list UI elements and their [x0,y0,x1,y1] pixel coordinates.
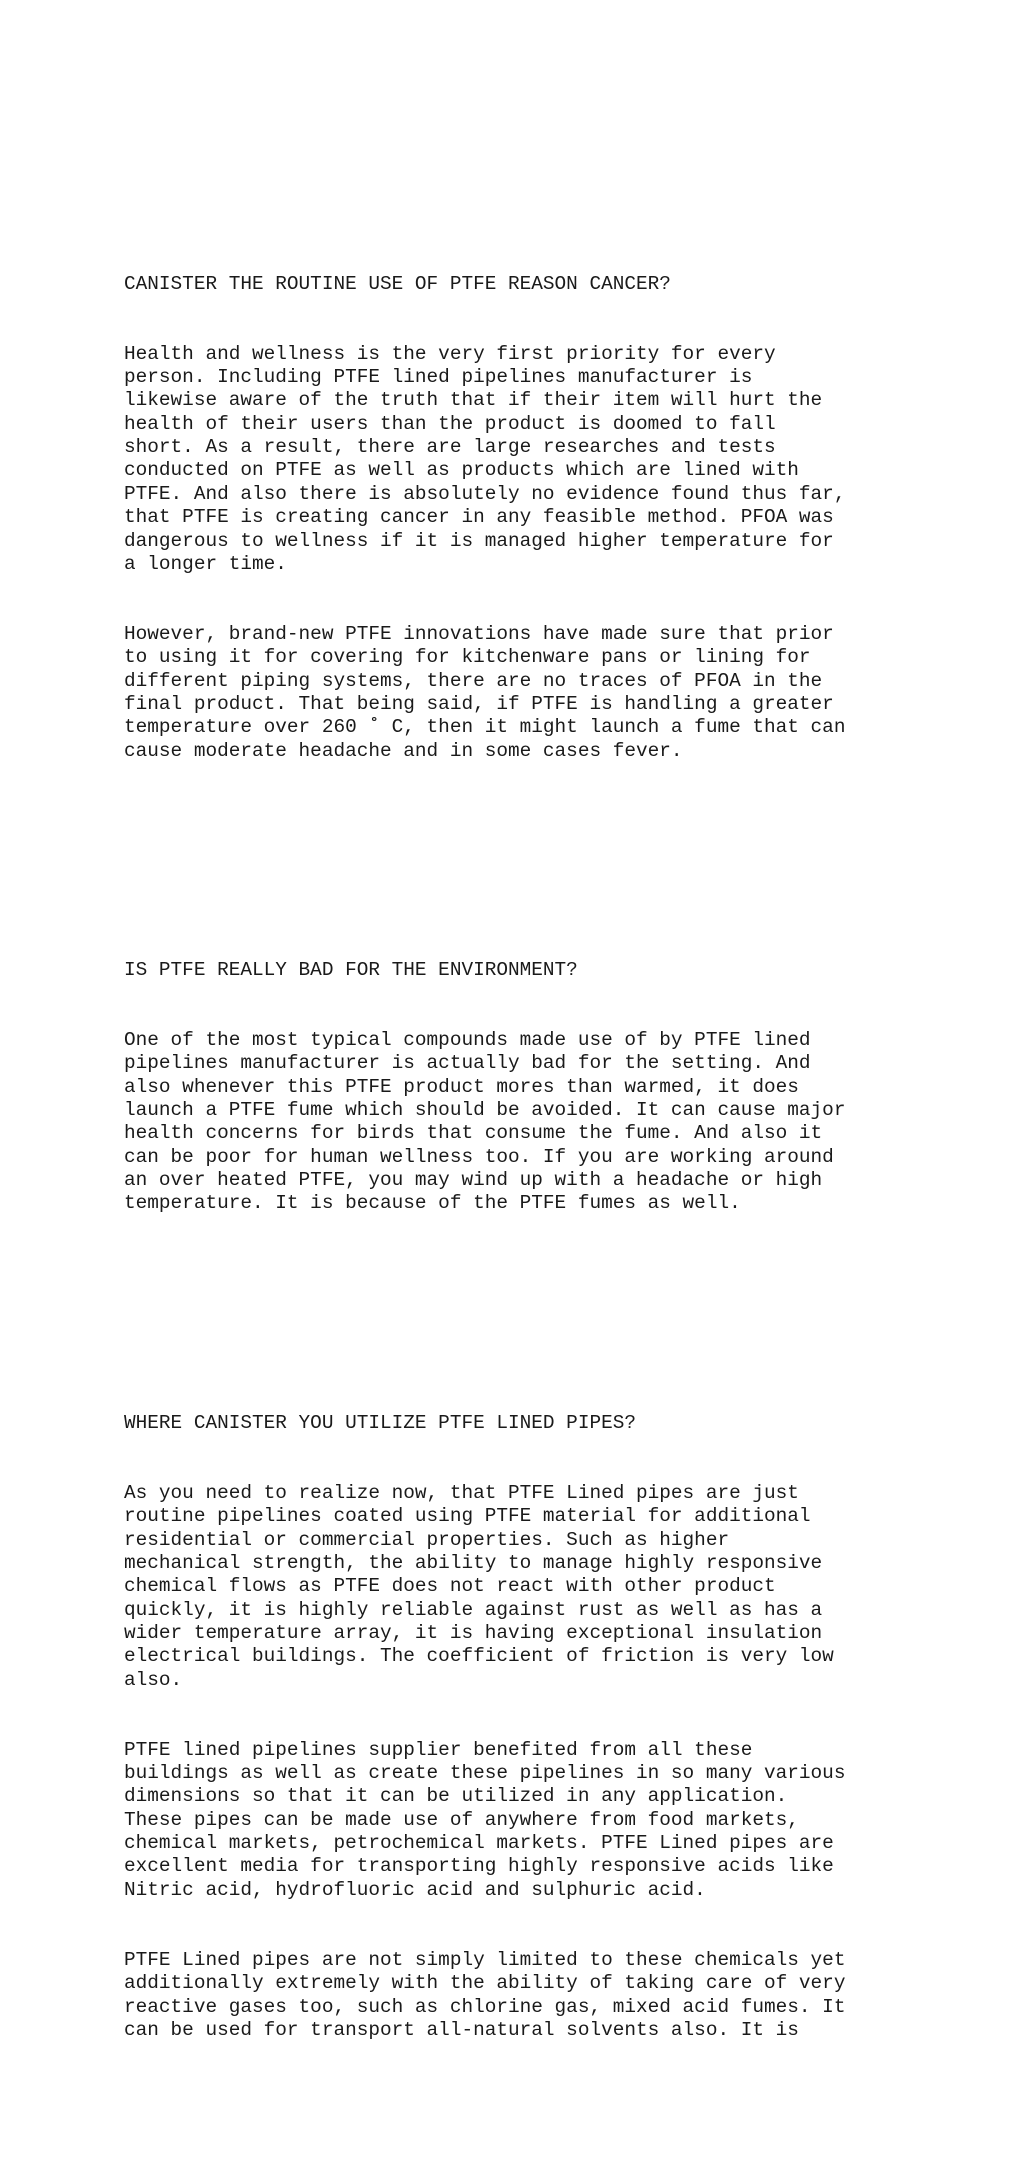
section-ptfe-environment [124,912,1004,1262]
section-paragraph: PTFE lined pipelines supplier benefited from all these buildings as well as create these pipelines in so many various dimensions so that it can be utilized in any application. These pipes can be made use of anywhere from food markets, chemical markets, petrochemical markets. PTFE Lined pipes are excellent media for transporting highly responsive acids like Nitric acid, hydrofluoric acid and sulphuric acid. [124,1738,846,1901]
section-paragraph: As you need to realize now, that PTFE Lined pipes are just routine pipelines coated using PTFE material for additional residential or commercial properties. Such as higher mechanical strength, the ability to manage highly responsive chemical flows as PTFE does not react with other product quickly, it is highly reliable against rust as well as has a wider temperature array, it is having exceptional insulation electrical buildings. The coefficient of friction is very low also. [124,1481,834,1691]
section-heading: WHERE CANISTER YOU UTILIZE PTFE LINED PIPES? [124,1411,636,1434]
section-paragraph: PTFE Lined pipes are not simply limited to these chemicals yet additionally extremely with the ability of taking care of very reactive gases too, such as chlorine gas, mixed acid fumes. It can be used for transport all-natural solvents also. It is [124,1948,846,2041]
section-paragraph: Health and wellness is the very first priority for every person. Including PTFE lined pipelines manufacturer is likewise aware of the truth that if their item will hurt the health of their users than the product is doomed to fall short. As a result, there are large researches and tests conducted on PTFE as well as products which are lined with PTFE. And also there is absolutely no evidence found thus far, that PTFE is creating cancer in any feasible method. PFOA was dangerous to wellness if it is managed higher temperature for a longer time. [124,342,846,575]
section-heading: IS PTFE REALLY BAD FOR THE ENVIRONMENT? [124,959,578,982]
section-paragraph: However, brand-new PTFE innovations have made sure that prior to using it for covering for kitchenware pans or lining for different piping systems, there are no traces of PFOA in the final product. That being said, if PTFE is handling a greater temperature over 260 ˚ C, then it might launch a fume that can cause moderate headache and in some cases fever. [124,622,846,762]
document-body [124,156,1004,2159]
section-ptfe-cancer [124,226,1004,810]
section-ptfe-lined-pipes [124,1365,1004,2089]
section-paragraph: One of the most typical compounds made use of by PTFE lined pipelines manufacturer is actually bad for the setting. And also whenever this PTFE product mores than warmed, it does launch a PTFE fume which should be avoided. It can cause major health concerns for birds that consume the fume. And also it can be poor for human wellness too. If you are working around an over heated PTFE, you may wind up with a headache or high temperature. It is because of the PTFE fumes as well. [124,1029,846,1215]
section-heading: CANISTER THE ROUTINE USE OF PTFE REASON CANCER? [124,272,671,295]
